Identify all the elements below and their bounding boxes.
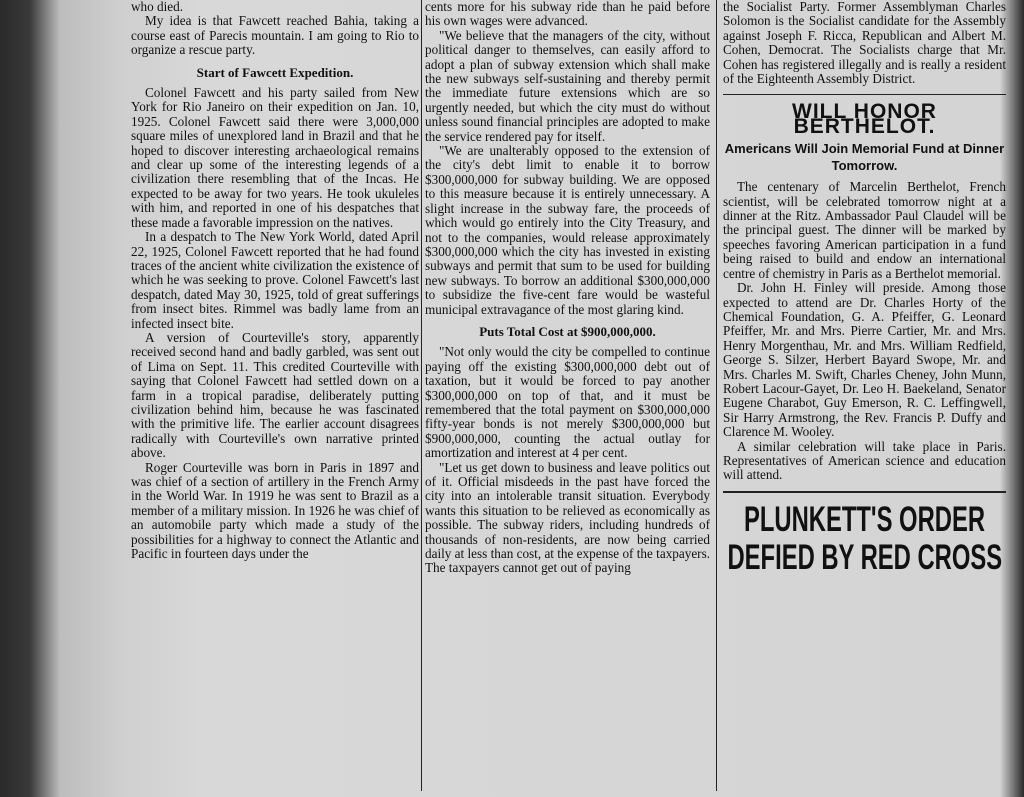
paragraph: Colonel Fawcett and his party sailed from New York for Rio Janeiro on their expedition on Jan. 10, 1925. Colonel Fawcett said there were 3,000,000 square miles of unexplored land in Brazil and that he hoped to discover interesting archaeological remains and clear up some of the interesting legends of a civilization there resembling that of the Incas. He expected to be away for two years. He took ukuleles with him, and reported in one of his despatches that these made a favorable impression on the natives. bbox=[131, 85, 419, 230]
paragraph: the Socialist Party. Former Assemblyman Charles Solomon is the Socialist candidate for the Assembly against Joseph F. Ricca, Republican and Albert M. Cohen, Democrat. The Socialists charge that Mr. Cohen has registered illegally and is really a resident of the Eighteenth Assembly District. bbox=[723, 0, 1006, 87]
paragraph: My idea is that Fawcett reached Bahia, taking a course east of Parecis mountain. I am going to Rio to organize a rescue party. bbox=[131, 13, 419, 58]
column-right bbox=[723, 0, 1006, 791]
section-heading: Puts Total Cost at $900,000,000. bbox=[479, 323, 656, 339]
banner-headline-line1: PLUNKETT'S ORDER bbox=[743, 499, 986, 539]
paragraph: "We are unalterably opposed to the extension of the city's debt limit to enable it to borrow $300,000,000 for subway building. We are opposed to this measure because it is entirely unnecessary. A slight increase in the subway fare, the proceeds of which would go entirely into the City Treasury, and not to the companies, would release approximately $300,000,000 which the city has invested in existing subways and permit that sum to be used for building new subways. To borrow an additional $300,000,000 to subsidize the five-cent fare would be wasteful municipal extravagance of the most glaring kind. bbox=[425, 143, 710, 317]
paragraph: A similar celebration will take place in Paris. Representatives of American science and education will attend. bbox=[723, 438, 1006, 483]
paragraph: Dr. John H. Finley will preside. Among those expected to attend are Dr. Charles Horty of the Chemical Foundation, G. A. Pfeiffer, G. Leonard Pfeiffer, Mr. and Mrs. Pierre Cartier, Mr. and Mrs. Henry Morgenthau, Mr. and Mrs. William Redfield, George S. Silzer, Herbert Bayard Swope, Mr. and Mrs. Charles M. Swift, Charles Cheney, John Munn, Robert Lacour-Gayet, Dr. Leo H. Baekeland, Senator Eugene Charabot, Guy Emerson, R. C. Leffingwell, Sir Harry Armstrong, the Rev. Francis P. Duffy and Clarence M. Wooley. bbox=[723, 280, 1006, 440]
paragraph: who died. bbox=[131, 0, 184, 14]
paragraph: In a despatch to The New York World, dated April 22, 1925, Colonel Fawcett reported that he had found traces of the ancient white civilization the existence of which he was seeking to prove. Colonel Fawcett's last despatch, dated May 30, 1925, told of great sufferings from insect bites. Rimmel was badly lame from an infected insect bite. bbox=[131, 229, 419, 331]
article-subhead: Americans Will Join Memorial Fund at Dinner Tomorrow. bbox=[724, 141, 1005, 174]
column-rule bbox=[421, 0, 422, 791]
paragraph: cents more for his subway ride than he paid before his own wages were advanced. bbox=[425, 0, 710, 29]
divider bbox=[723, 94, 1006, 95]
column-rule bbox=[716, 0, 717, 791]
paragraph: The centenary of Marcelin Berthelot, French scientist, will be celebrated tomorrow night at a dinner at the Ritz. Ambassador Paul Claudel will be the principal guest. The dinner will be marked by speeches favoring American participation in a fund being raised to build and endow an international centre of chemistry in Paris as a Berthelot memorial. bbox=[723, 179, 1006, 281]
article-headline: WILL HONOR BERTHELOT. bbox=[792, 100, 937, 138]
paragraph: Roger Courteville was born in Paris in 1897 and was chief of a section of artillery in the French Army in the World War. In 1919 he was sent to Brazil as a member of a military mission. In 1926 he was chief of an automobile party which made a study of the possibilities for a highway to connect the Atlantic and Pacific in fourteen days under the bbox=[131, 459, 419, 562]
banner-headline-line2: DEFIED BY RED CROSS bbox=[727, 537, 1003, 577]
divider bbox=[723, 491, 1006, 493]
paragraph: "Not only would the city be compelled to continue paying off the existing $300,000,000 debt out of taxation, but it would be forced to pay another $300,000,000 on top of that, and it must be remembered that the total payment on $300,000,000 fifty-year bonds is not merely $300,000,000 but $900,000,000, counting the actual outlay for amortization and interest at 4 per cent. bbox=[425, 344, 710, 461]
paragraph: "Let us get down to business and leave politics out of it. Official misdeeds in the past have forced the city into an intolerable transit situation. Everybody wants this situation to be relieved as economically as possible. The subway riders, including hundreds of thousands of non-residents, are now being carried daily at less than cost, at the expense of the taxpayers. The taxpayers cannot get out of paying bbox=[425, 459, 710, 576]
paragraph: A version of Courteville's story, apparently received second hand and badly garbled, was sent out of Lima on Sept. 11. This credited Courteville with saying that Colonel Fawcett had settled down on a farm in a tropical paradise, deliberately putting civilization behind him, because he was fascinated with the primitive life. The earlier account disagrees radically with Courteville's own narrative printed above. bbox=[131, 329, 419, 461]
section-heading: Start of Fawcett Expedition. bbox=[196, 64, 354, 80]
column-left bbox=[131, 0, 419, 791]
column-middle bbox=[425, 0, 710, 791]
paragraph: "We believe that the managers of the city, without political danger to themselves, can easily afford to adopt a plan of subway extension which shall make the new subways self-sustaining and thereby permit the immediate future extensions which are so urgently needed, but which the city must do without unless sound financial principles are adopted to make the service rendered pay for itself. bbox=[425, 27, 710, 144]
